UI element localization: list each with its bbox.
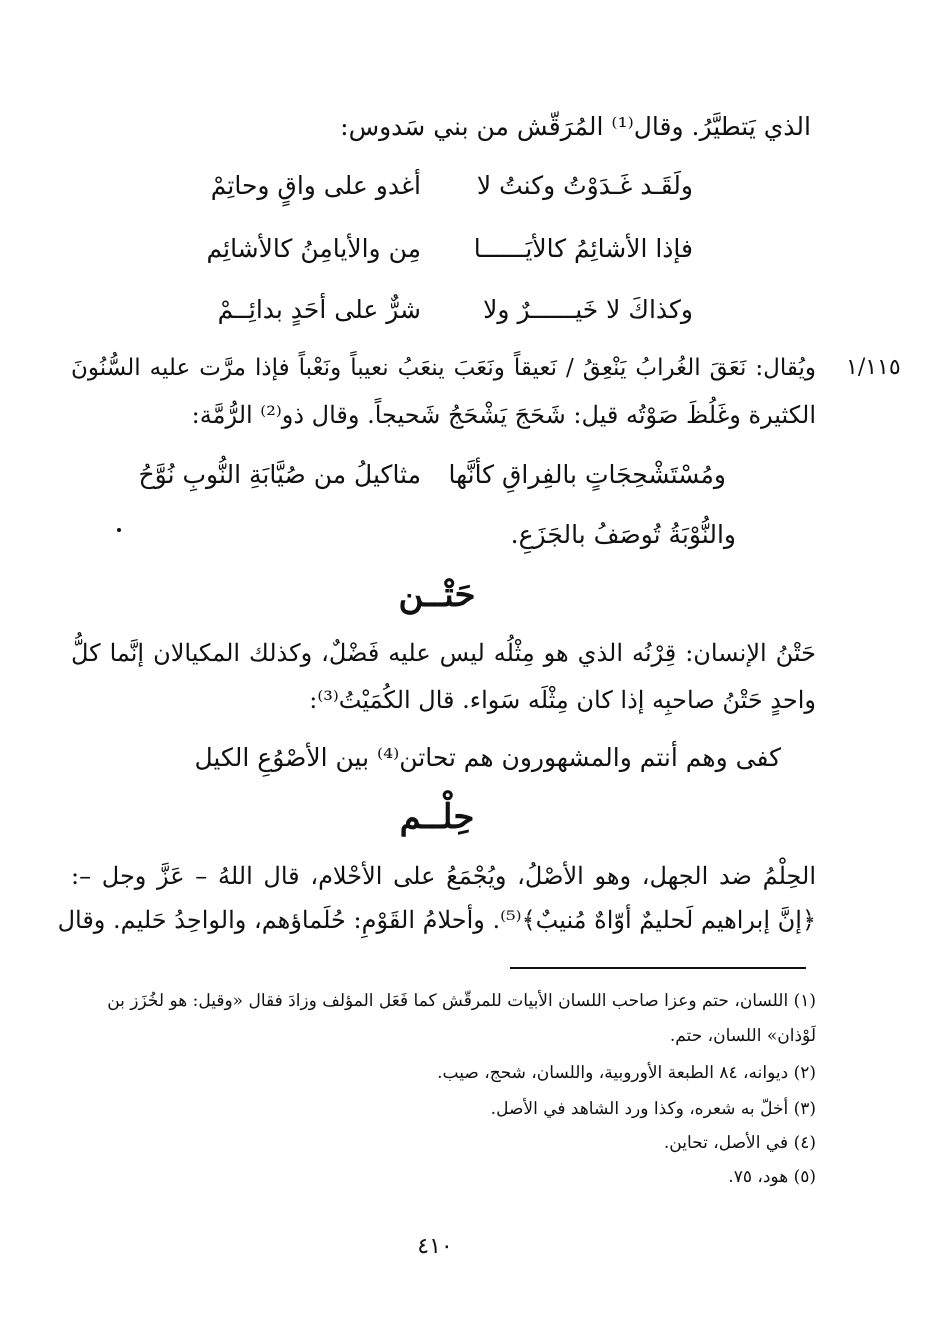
verse-1-first-hemistich: ولَقَـد غَـدَوْتُ وكنتُ لا (476, 171, 693, 200)
verse-3-first-hemistich: وكذاكَ لا خَيــــــرٌ ولا (483, 295, 693, 324)
verse-2-first-hemistich: فإذا الأشائِمُ كالأيَــــــا (473, 234, 693, 263)
paragraph-1-line-2: الكثيرة وغَلُظَ صَوْتُه قيل: شَحَجَ يَشْحَجُ شَحيجاً. وقال ذو⁽²⁾ الرُّمَّة: (191, 401, 816, 429)
verse-4-first-hemistich: ومُسْتَشْحِجَاتٍ بالفِراقِ كأنَّها (448, 460, 726, 489)
paragraph-2-line-1: حَتْنُ الإنسان: قِرْنُه الذي هو مِثْلُه ليس عليه فَضْلٌ، وكذلك المكيالان إنَّما كلُّ (71, 639, 816, 667)
footnote-2: (٢) ديوانه، ٨٤ الطبعة الأوروبية، واللسان، شحج، صيب. (437, 1063, 816, 1083)
verse-3-second-hemistich: شرٌّ على أحَدٍ بدائِــمْ (217, 295, 421, 324)
paragraph-3-line-2: ﴿إنَّ إبراهيم لَحليمٌ أوّاهٌ مُنيبٌ﴾⁽⁵⁾. وأحلامُ القَوْمِ: حُلَماؤهم، والواحِدُ حَليم. وقال (57, 906, 816, 934)
footnote-4: (٤) في الأصل، تحاين. (663, 1133, 816, 1153)
text-line-1: الذي يَتطيَّرُ. وقال⁽¹⁾ المُرَقّش من بني سَدوس: (340, 112, 811, 141)
verse-4-second-hemistich: مثاكيلُ من صُيَّابَةِ النُّوبِ نُوَّحُ (138, 460, 421, 489)
footnote-1-line-2: لَوْذان» اللسان، حتم. (669, 1026, 816, 1046)
paragraph-3-line-1: الحِلْمُ ضد الجهل، وهو الأصْلُ، ويُجْمَعُ على الأحْلام، قال اللهُ – عَزَّ وجل –: (71, 862, 816, 890)
stray-dot (117, 528, 121, 532)
verse-5-first-hemistich: كفى وهم أنتم والمشهورون هم (463, 743, 781, 772)
footnote-1-line-1: (١) اللسان، حتم وعزا صاحب اللسان الأبيات للمرقّش كما فَعَل المؤلف وزادَ فقال «وقيل: هو لخُزَز بن (107, 991, 816, 1011)
verse-5-second-hemistich: تحاتن⁽⁴⁾ بين الأصْوُعِ الكيل (194, 743, 456, 772)
entry-heading-hatn: حَتْــن (398, 575, 476, 615)
footnote-5: (٥) هود، ٧٥. (728, 1167, 816, 1187)
footnote-separator (510, 967, 806, 969)
margin-reference: ١/١١٥ (846, 355, 901, 380)
paragraph-1-line-1: ويُقال: نَعَقَ الغُرابُ يَنْعِقُ / نَعيقاً ونَعَبَ ينعَبُ نعيباً ونَعْباً فإذا مرَّت عليه السُّنُونَ (71, 355, 816, 381)
footnote-3: (٣) أخلّ به شعره، وكذا ورد الشاهد في الأصل. (490, 1099, 816, 1119)
paragraph-2-line-2: واحدٍ حَتْنُ صاحبِه إذا كان مِثْلَه سَواء. قال الكُمَيْتُ⁽³⁾: (309, 686, 816, 714)
page-number: ٤١٠ (417, 1234, 453, 1259)
entry-heading-hilm: حِلْــم (399, 797, 475, 837)
verse-2-second-hemistich: مِن والأيامِنُ كالأشائِم (206, 234, 421, 263)
verse-1-second-hemistich: أغدو على واقٍ وحاتِمْ (210, 171, 421, 200)
text-line-2: والنُّوْبَةُ تُوصَفُ بالجَزَعِ. (510, 520, 736, 549)
